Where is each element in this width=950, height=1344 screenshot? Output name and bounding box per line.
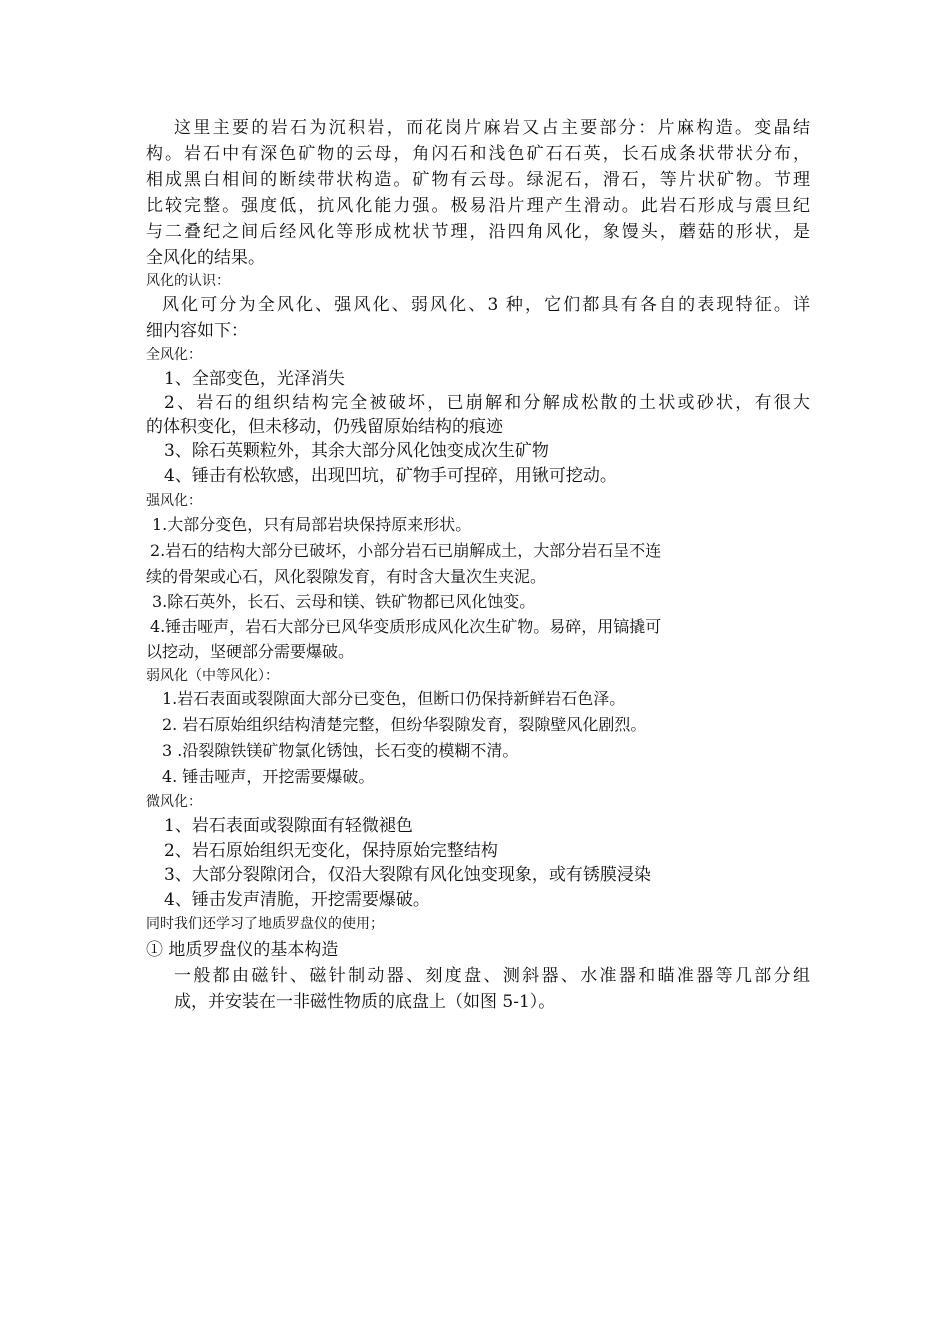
list-item: 3 .沿裂隙铁镁矿物氯化锈蚀，长石变的模糊不清。 bbox=[162, 741, 519, 760]
list-item: 以挖动，坚硬部分需要爆破。 bbox=[146, 642, 355, 661]
list-item: 续的骨架或心石，风化裂隙发育，有时含大量次生夹泥。 bbox=[146, 567, 547, 586]
list-item: 1.大部分变色，只有局部岩块保持原来形状。 bbox=[152, 515, 472, 534]
weathering-desc-line: 细内容如下： bbox=[146, 321, 248, 341]
intro-line: 全风化的结果。 bbox=[146, 248, 265, 268]
slight-weathering-heading: 微风化： bbox=[146, 794, 202, 810]
intro-line: 这里主要的岩石为沉积岩，而花岗片麻岩又占主要部分：片麻构造。变晶结 bbox=[174, 118, 810, 138]
list-item: 3、大部分裂隙闭合，仅沿大裂隙有风化蚀变现象，或有锈膜浸染 bbox=[164, 865, 651, 885]
compass-heading: 同时我们还学习了地质罗盘仪的使用； bbox=[146, 916, 384, 932]
weathering-desc-line: 风化可分为全风化、强风化、弱风化、3 种，它们都具有各自的表现特征。详 bbox=[162, 295, 810, 315]
list-item: 3、除石英颗粒外，其余大部分风化蚀变成次生矿物 bbox=[164, 441, 549, 461]
weathering-heading: 风化的认识： bbox=[146, 273, 230, 289]
list-item: 2. 岩石原始组织结构清楚完整，但纷华裂隙发育，裂隙壁风化剧烈。 bbox=[162, 715, 647, 734]
full-weathering-heading: 全风化： bbox=[146, 347, 202, 363]
list-item: 4.锤击哑声，岩石大部分已风华变质形成风化次生矿物。易碎，用镐撬可 bbox=[150, 617, 662, 636]
list-item: 1、岩石表面或裂隙面有轻微褪色 bbox=[164, 816, 413, 836]
compass-subheading: ① 地质罗盘仪的基本构造 bbox=[146, 940, 339, 960]
intro-line: 相成黑白相间的断续带状构造。矿物有云母。绿泥石，滑石，等片状矿物。节理 bbox=[146, 170, 810, 190]
list-item: 3.除石英外，长石、云母和镁、铁矿物都已风化蚀变。 bbox=[152, 592, 536, 611]
list-item: 2、岩石原始组织无变化，保持原始完整结构 bbox=[164, 841, 498, 861]
intro-line: 比较完整。强度低，抗风化能力强。极易沿片理产生滑动。此岩石形成与震旦纪 bbox=[146, 196, 810, 216]
list-item: 1、全部变色，光泽消失 bbox=[164, 369, 345, 389]
list-item: 4、锤击有松软感，出现凹坑，矿物手可捏碎，用锹可挖动。 bbox=[164, 466, 617, 486]
list-item: 的体积变化，但未移动，仍残留原始结构的痕迹 bbox=[146, 417, 503, 437]
weak-weathering-heading: 弱风化（中等风化）： bbox=[146, 668, 279, 684]
compass-desc-line: 成，并安装在一非磁性物质的底盘上（如图 5-1）。 bbox=[174, 992, 556, 1012]
strong-weathering-heading: 强风化： bbox=[146, 493, 202, 509]
list-item: 1.岩石表面或裂隙面大部分已变色，但断口仍保持新鲜岩石色泽。 bbox=[162, 689, 626, 708]
list-item: 4、锤击发声清脆，开挖需要爆破。 bbox=[164, 890, 430, 910]
intro-line: 构。岩石中有深色矿物的云母，角闪石和浅色矿石石英，长石成条状带状分布， bbox=[146, 144, 810, 164]
list-item: 2、岩石的组织结构完全被破坏，已崩解和分解成松散的土状或砂状，有很大 bbox=[164, 393, 810, 413]
intro-line: 与二叠纪之间后经风化等形成枕状节理，沿四角风化，象馒头，蘑菇的形状，是 bbox=[146, 222, 810, 242]
compass-desc-line: 一般都由磁针、磁针制动器、刻度盘、测斜器、水准器和瞄准器等几部分组 bbox=[174, 966, 810, 986]
list-item: 2.岩石的结构大部分已破坏，小部分岩石已崩解成土，大部分岩石呈不连 bbox=[150, 541, 662, 560]
list-item: 4. 锤击哑声，开挖需要爆破。 bbox=[162, 767, 375, 786]
